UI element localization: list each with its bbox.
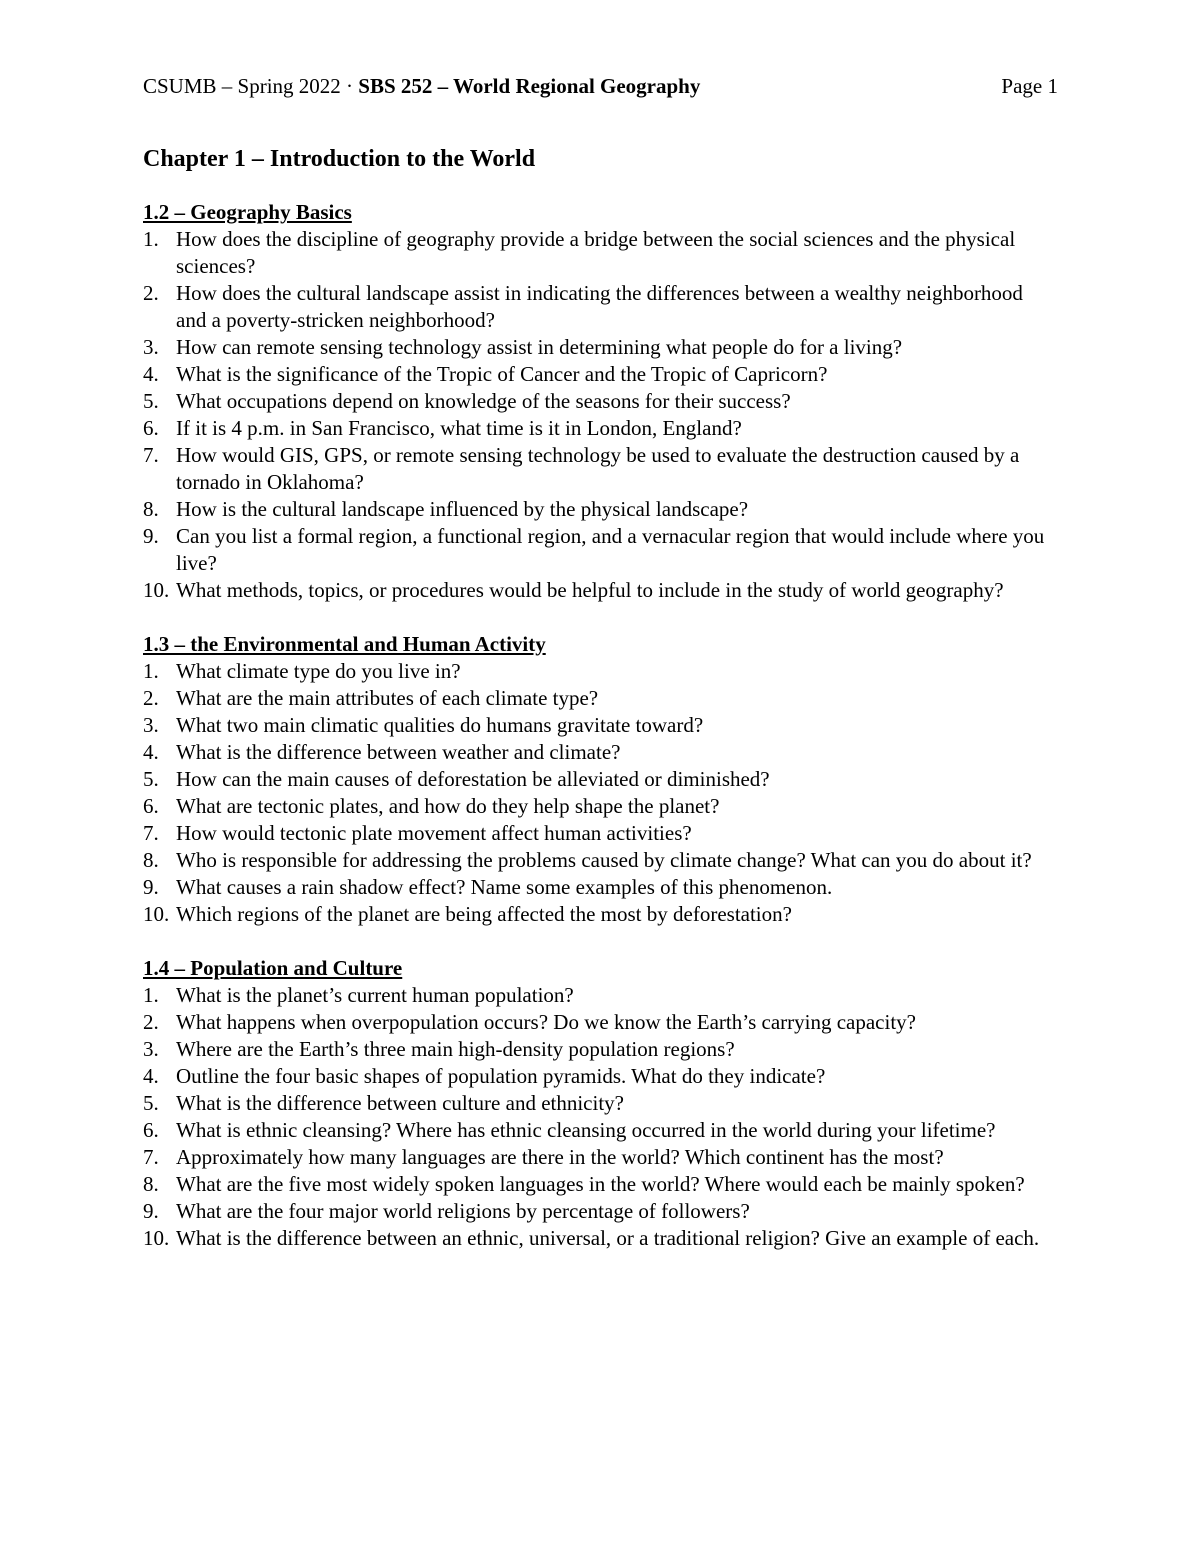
question-number: 4. [143,1064,159,1088]
question-number: 8. [143,497,159,521]
question-number: 10. [143,1226,170,1250]
question-number: 7. [143,821,159,845]
question-item [143,442,1058,496]
question-text: Can you list a formal region, a functional region, and a vernacular region that would include where you live? [176,524,1045,575]
header-course-info [143,72,700,100]
question-text: What is the difference between weather and climate? [176,740,621,764]
question-text: What two main climatic qualities do humans gravitate toward? [176,713,704,737]
question-item [143,334,1058,361]
question-number: 6. [143,1118,159,1142]
question-number: 2. [143,1010,159,1034]
question-number: 5. [143,1091,159,1115]
section [143,631,1058,928]
question-item [143,1225,1058,1252]
question-number: 7. [143,1145,159,1169]
question-item [143,658,1058,685]
question-number: 4. [143,740,159,764]
sections-container [143,199,1058,1252]
question-item [143,874,1058,901]
question-text: What are the four major world religions by percentage of followers? [176,1199,750,1223]
section [143,199,1058,604]
question-number: 10. [143,902,170,926]
question-text: What are tectonic plates, and how do they help shape the planet? [176,794,720,818]
header-page-number: Page 1 [1001,74,1058,98]
question-item [143,1144,1058,1171]
question-text: What climate type do you live in? [176,659,461,683]
question-text: How can remote sensing technology assist in determining what people do for a living? [176,335,903,359]
question-number: 3. [143,1037,159,1061]
question-item [143,1009,1058,1036]
question-number: 1. [143,983,159,1007]
question-item [143,1090,1058,1117]
question-number: 7. [143,443,159,467]
question-list [143,982,1058,1252]
question-item [143,901,1058,928]
question-number: 9. [143,875,159,899]
question-item [143,712,1058,739]
question-number: 3. [143,713,159,737]
question-item [143,793,1058,820]
question-number: 5. [143,389,159,413]
question-text: Which regions of the planet are being affected the most by deforestation? [176,902,792,926]
question-item [143,388,1058,415]
question-text: What is ethnic cleansing? Where has ethnic cleansing occurred in the world during your lifetime? [176,1118,996,1142]
question-number: 10. [143,578,170,602]
question-number: 2. [143,281,159,305]
question-text: How does the discipline of geography provide a bridge between the social sciences and the physical sciences? [176,227,1016,278]
section-heading: 1.2 – Geography Basics [143,200,352,224]
question-item [143,1198,1058,1225]
question-text: What is the difference between an ethnic, universal, or a traditional religion? Give an example of each. [176,1226,1040,1250]
question-text: What causes a rain shadow effect? Name some examples of this phenomenon. [176,875,833,899]
question-number: 1. [143,227,159,251]
question-text: Approximately how many languages are there in the world? Which continent has the most? [176,1145,944,1169]
question-list [143,226,1058,604]
question-item [143,1117,1058,1144]
question-text: If it is 4 p.m. in San Francisco, what time is it in London, England? [176,416,742,440]
question-text: What is the planet’s current human population? [176,983,574,1007]
question-text: How is the cultural landscape influenced by the physical landscape? [176,497,749,521]
question-item [143,496,1058,523]
question-text: What are the main attributes of each climate type? [176,686,599,710]
header-course-title: SBS 252 – World Regional Geography [358,74,701,98]
question-text: What occupations depend on knowledge of the seasons for their success? [176,389,791,413]
question-number: 6. [143,416,159,440]
question-text: Outline the four basic shapes of population pyramids. What do they indicate? [176,1064,826,1088]
question-text: What is the difference between culture and ethnicity? [176,1091,624,1115]
question-text: What is the significance of the Tropic of Cancer and the Tropic of Capricorn? [176,362,828,386]
question-text: How can the main causes of deforestation be alleviated or diminished? [176,767,770,791]
question-text: How would tectonic plate movement affect human activities? [176,821,692,845]
question-text: How would GIS, GPS, or remote sensing technology be used to evaluate the destruction caused by a tornado in Oklahoma? [176,443,1020,494]
question-item [143,280,1058,334]
question-number: 4. [143,362,159,386]
question-item [143,361,1058,388]
question-item [143,982,1058,1009]
question-text: How does the cultural landscape assist in indicating the differences between a wealthy neighborhood and a poverty-stricken neighborhood? [176,281,1023,332]
question-number: 8. [143,1172,159,1196]
question-number: 8. [143,848,159,872]
question-number: 9. [143,1199,159,1223]
question-number: 6. [143,794,159,818]
question-number: 1. [143,659,159,683]
question-text: What happens when overpopulation occurs? Do we know the Earth’s carrying capacity? [176,1010,916,1034]
question-text: What are the five most widely spoken languages in the world? Where would each be mainly spoken? [176,1172,1025,1196]
question-list [143,658,1058,928]
document-body [143,143,1058,1279]
question-number: 3. [143,335,159,359]
question-text: Who is responsible for addressing the problems caused by climate change? What can you do about it? [176,848,1032,872]
section-heading: 1.3 – the Environmental and Human Activity [143,632,546,656]
header-school-term: CSUMB – Spring 2022 · [143,74,359,98]
question-text: What methods, topics, or procedures would be helpful to include in the study of world geography? [176,578,1004,602]
question-text: Where are the Earth’s three main high-density population regions? [176,1037,735,1061]
question-number: 5. [143,767,159,791]
question-item [143,685,1058,712]
page-header [143,72,1058,100]
question-item [143,415,1058,442]
question-number: 2. [143,686,159,710]
question-item [143,1063,1058,1090]
question-item [143,820,1058,847]
section-heading: 1.4 – Population and Culture [143,956,403,980]
question-item [143,523,1058,577]
question-item [143,766,1058,793]
question-item [143,226,1058,280]
question-item [143,847,1058,874]
question-item [143,739,1058,766]
question-item [143,1171,1058,1198]
question-item [143,1036,1058,1063]
section [143,955,1058,1252]
question-item [143,577,1058,604]
question-number: 9. [143,524,159,548]
chapter-title: Chapter 1 – Introduction to the World [143,146,536,172]
